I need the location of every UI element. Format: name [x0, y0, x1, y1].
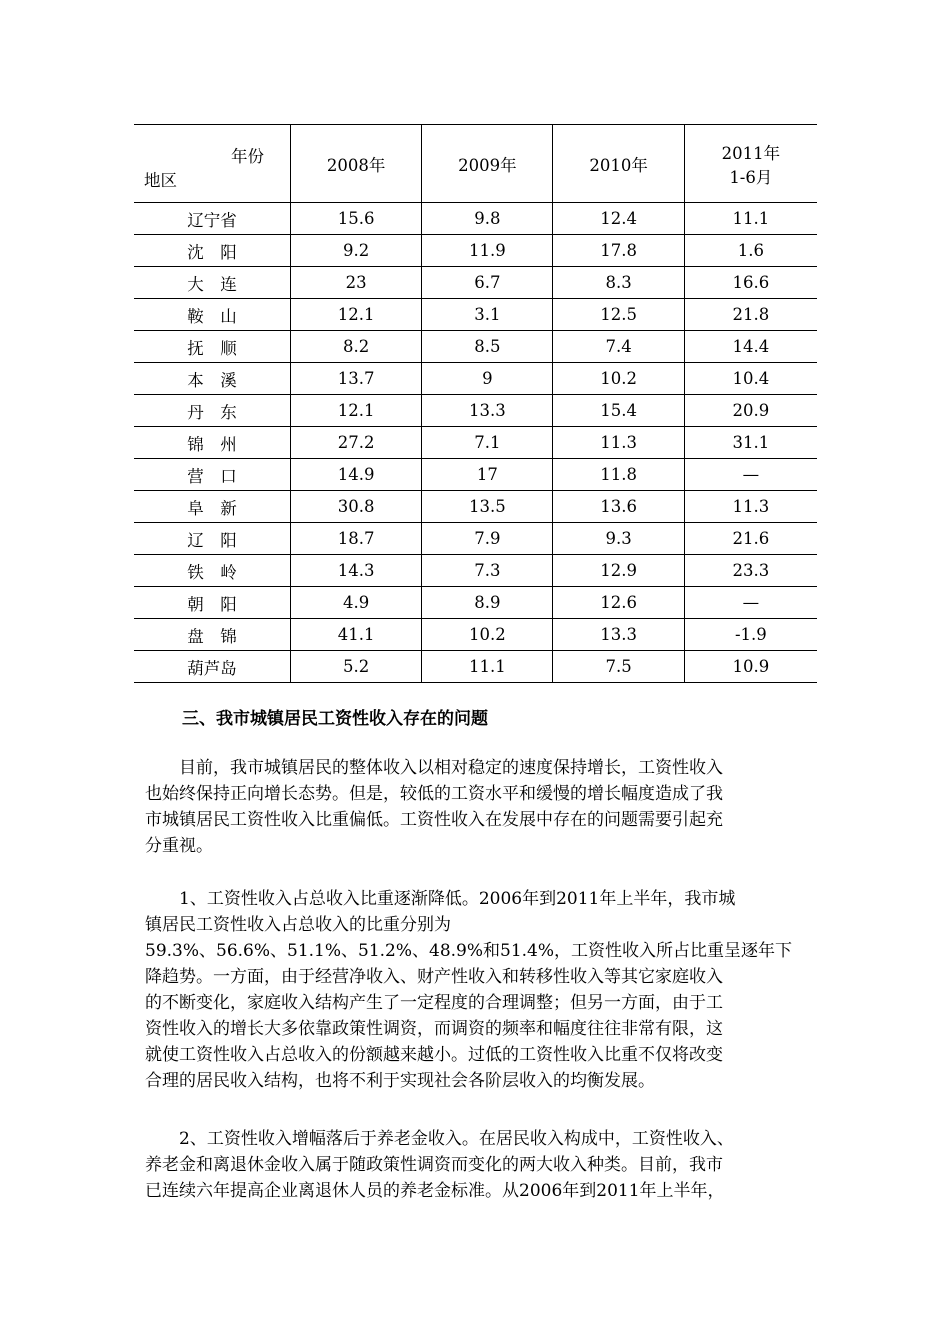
- corner-region-label: 地区: [144, 171, 177, 190]
- value-cell: 14.9: [290, 459, 421, 491]
- value-cell: 9.3: [553, 523, 684, 555]
- region-cell: 本 溪: [134, 363, 290, 395]
- value-cell: 11.1: [684, 203, 817, 235]
- value-cell: 31.1: [684, 427, 817, 459]
- value-cell: 12.1: [290, 395, 421, 427]
- value-cell: 11.3: [684, 491, 817, 523]
- value-cell: 6.7: [422, 267, 553, 299]
- value-cell: 10.2: [422, 619, 553, 651]
- table-row: [134, 203, 817, 235]
- value-cell: 7.4: [553, 331, 684, 363]
- value-cell: 8.2: [290, 331, 421, 363]
- value-cell: 18.7: [290, 523, 421, 555]
- value-cell: 9.2: [290, 235, 421, 267]
- value-cell: 21.8: [684, 299, 817, 331]
- value-cell: 14.3: [290, 555, 421, 587]
- paragraph-line: 养老金和离退休金收入属于随政策性调资而变化的两大收入种类。目前，我市: [145, 1155, 723, 1175]
- value-cell: 8.9: [422, 587, 553, 619]
- value-cell: 27.2: [290, 427, 421, 459]
- table-row: [134, 651, 817, 683]
- value-cell: -1.9: [684, 619, 817, 651]
- table-header-row: [134, 125, 817, 203]
- paragraph-line: 分重视。: [145, 836, 213, 856]
- paragraph-line: 已连续六年提高企业离退休人员的养老金标准。从2006年到2011年上半年，: [145, 1181, 725, 1201]
- value-cell: 12.6: [553, 587, 684, 619]
- value-cell: 7.3: [422, 555, 553, 587]
- table-row: [134, 331, 817, 363]
- value-cell: 16.6: [684, 267, 817, 299]
- value-cell: 13.3: [422, 395, 553, 427]
- value-cell: 12.9: [553, 555, 684, 587]
- region-cell: 大 连: [134, 267, 290, 299]
- value-cell: 30.8: [290, 491, 421, 523]
- region-cell: 阜 新: [134, 491, 290, 523]
- value-cell: 12.5: [553, 299, 684, 331]
- value-cell: 8.5: [422, 331, 553, 363]
- table-row: [134, 395, 817, 427]
- section-heading: 三、我市城镇居民工资性收入存在的问题: [182, 709, 488, 729]
- value-cell: 11.9: [422, 235, 553, 267]
- value-cell: 17.8: [553, 235, 684, 267]
- header-2010: 2010年: [553, 125, 684, 203]
- region-cell: 铁 岭: [134, 555, 290, 587]
- paragraph-line: 1、工资性收入占总收入比重逐渐降低。2006年到2011年上半年，我市城: [179, 889, 736, 909]
- income-growth-table: [134, 124, 817, 683]
- paragraph-line: 59.3%、56.6%、51.1%、51.2%、48.9%和51.4%，工资性收入所占比重呈逐年下: [145, 941, 793, 961]
- table-row: [134, 267, 817, 299]
- table-row: [134, 459, 817, 491]
- table-row: [134, 587, 817, 619]
- header-2011: [684, 125, 817, 203]
- region-cell: 葫芦岛: [134, 651, 290, 683]
- value-cell: 11.3: [553, 427, 684, 459]
- table-row: [134, 299, 817, 331]
- value-cell: 12.4: [553, 203, 684, 235]
- value-cell: 9.8: [422, 203, 553, 235]
- region-cell: 沈 阳: [134, 235, 290, 267]
- paragraph-line: 的不断变化，家庭收入结构产生了一定程度的合理调整；但另一方面，由于工: [145, 993, 723, 1013]
- table-row: [134, 427, 817, 459]
- value-cell: 15.6: [290, 203, 421, 235]
- value-cell: 7.5: [553, 651, 684, 683]
- region-cell: 盘 锦: [134, 619, 290, 651]
- paragraph-line: 就使工资性收入占总收入的份额越来越小。过低的工资性收入比重不仅将改变: [145, 1045, 723, 1065]
- value-cell: 7.9: [422, 523, 553, 555]
- header-2009: 2009年: [422, 125, 553, 203]
- paragraph-line: 目前，我市城镇居民的整体收入以相对稳定的速度保持增长，工资性收入: [179, 758, 723, 778]
- paragraph-3: [145, 1126, 805, 1204]
- value-cell: —: [684, 587, 817, 619]
- value-cell: 3.1: [422, 299, 553, 331]
- table-row: [134, 363, 817, 395]
- value-cell: 41.1: [290, 619, 421, 651]
- value-cell: —: [684, 459, 817, 491]
- table-row: [134, 523, 817, 555]
- paragraph-line: 镇居民工资性收入占总收入的比重分别为: [145, 915, 451, 935]
- value-cell: 15.4: [553, 395, 684, 427]
- region-cell: 辽宁省: [134, 203, 290, 235]
- value-cell: 11.8: [553, 459, 684, 491]
- paragraph-line: 资性收入的增长大多依靠政策性调资，而调资的频率和幅度往往非常有限，这: [145, 1019, 723, 1039]
- region-cell: 鞍 山: [134, 299, 290, 331]
- table-body: [134, 203, 817, 683]
- region-cell: 丹 东: [134, 395, 290, 427]
- value-cell: 13.6: [553, 491, 684, 523]
- paragraph-line: 2、工资性收入增幅落后于养老金收入。在居民收入构成中，工资性收入、: [179, 1129, 734, 1149]
- value-cell: 23: [290, 267, 421, 299]
- header-2011-year: 2011年: [721, 143, 781, 163]
- header-2008: 2008年: [290, 125, 421, 203]
- value-cell: 10.9: [684, 651, 817, 683]
- header-2011-months: 1-6月: [729, 167, 773, 187]
- value-cell: 23.3: [684, 555, 817, 587]
- corner-cell: [134, 125, 290, 203]
- paragraph-1: [145, 755, 805, 859]
- value-cell: 17: [422, 459, 553, 491]
- value-cell: 13.3: [553, 619, 684, 651]
- region-cell: 朝 阳: [134, 587, 290, 619]
- paragraph-2: [145, 886, 805, 1094]
- paragraph-line: 也始终保持正向增长态势。但是，较低的工资水平和缓慢的增长幅度造成了我: [145, 784, 723, 804]
- paragraph-line: 市城镇居民工资性收入比重偏低。工资性收入在发展中存在的问题需要引起充: [145, 810, 723, 830]
- region-cell: 锦 州: [134, 427, 290, 459]
- region-cell: 辽 阳: [134, 523, 290, 555]
- table-row: [134, 619, 817, 651]
- value-cell: 10.2: [553, 363, 684, 395]
- region-cell: 营 口: [134, 459, 290, 491]
- value-cell: 20.9: [684, 395, 817, 427]
- value-cell: 13.5: [422, 491, 553, 523]
- table-row: [134, 491, 817, 523]
- value-cell: 12.1: [290, 299, 421, 331]
- value-cell: 10.4: [684, 363, 817, 395]
- value-cell: 5.2: [290, 651, 421, 683]
- value-cell: 21.6: [684, 523, 817, 555]
- table-row: [134, 235, 817, 267]
- table-row: [134, 555, 817, 587]
- value-cell: 14.4: [684, 331, 817, 363]
- region-cell: 抚 顺: [134, 331, 290, 363]
- corner-year-label: 年份: [230, 147, 264, 166]
- value-cell: 7.1: [422, 427, 553, 459]
- value-cell: 11.1: [422, 651, 553, 683]
- paragraph-line: 合理的居民收入结构，也将不利于实现社会各阶层收入的均衡发展。: [145, 1071, 655, 1091]
- value-cell: 4.9: [290, 587, 421, 619]
- value-cell: 1.6: [684, 235, 817, 267]
- paragraph-line: 降趋势。一方面，由于经营净收入、财产性收入和转移性收入等其它家庭收入: [145, 967, 723, 987]
- value-cell: 8.3: [553, 267, 684, 299]
- value-cell: 13.7: [290, 363, 421, 395]
- value-cell: 9: [422, 363, 553, 395]
